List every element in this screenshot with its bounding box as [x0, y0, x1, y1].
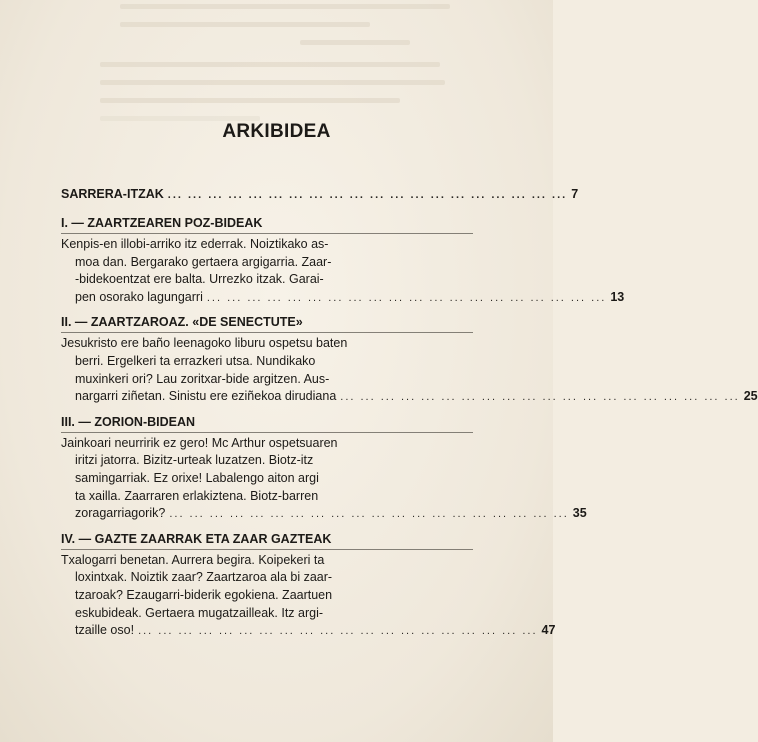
summary-line: Kenpis-en illobi-arriko itz ederrak. Noiztikako as- — [61, 237, 329, 251]
table-of-contents — [61, 186, 758, 641]
summary-last-line — [61, 388, 758, 407]
summary-line: moa dan. Bergarako gertaera argigarria. Zaar- — [75, 254, 332, 269]
page-number: 7 — [571, 187, 579, 201]
toc-section — [61, 314, 758, 406]
summary-last-line — [61, 622, 556, 641]
summary-line: Txalogarri benetan. Aurrera begira. Koipekeri ta — [61, 552, 325, 567]
dot-leader: ... ... ... ... ... ... ... ... ... ... ... ... ... ... ... ... ... ... ... ... — [138, 625, 538, 638]
summary-line: loxintxak. Noiztik zaar? Zaartzaroa ala bi zaar- — [75, 570, 333, 585]
summary-line: -bidekoentzat ere balta. Urrezko itzak. Garai- — [75, 272, 324, 287]
page-number: 35 — [572, 506, 587, 521]
toc-section — [61, 414, 587, 524]
summary-line: samingarriak. Ez orixe! Labalengo aiton argi — [75, 470, 319, 485]
page-number: 25 — [743, 389, 758, 404]
divider — [61, 233, 473, 234]
dot-leader: ... ... ... ... ... ... ... ... ... ... ... ... ... ... ... ... ... ... ... ... — [340, 391, 740, 404]
summary-line: zoragarriagorik? — [75, 506, 166, 521]
section-heading: III. — ZORION-BIDEAN — [61, 414, 196, 429]
toc-section — [61, 531, 556, 641]
summary-line: pen osorako lagungarri — [75, 289, 203, 304]
dot-leader: ... ... ... ... ... ... ... ... ... ... ... ... ... ... ... ... ... ... ... ... — [167, 189, 568, 201]
summary-line: ta xailla. Zaarraren erlakiztena. Biotz-barren — [75, 488, 319, 503]
toc-section — [61, 215, 625, 307]
section-heading: I. — ZAARTZEAREN POZ-BIDEAK — [61, 216, 263, 230]
divider — [61, 332, 473, 333]
summary-last-line — [61, 505, 587, 524]
summary-line: tzaroak? Ezaugarri-biderik egokiena. Zaartuen — [75, 587, 333, 602]
summary-line: tzaille oso! — [75, 623, 135, 638]
dot-leader: ... ... ... ... ... ... ... ... ... ... ... ... ... ... ... ... ... ... ... ... — [206, 291, 607, 304]
toc-entry-intro — [61, 186, 579, 204]
summary-line: eskubideak. Gertaera mugatzailleak. Itz argi- — [75, 605, 324, 620]
page-number: 47 — [541, 623, 556, 638]
divider — [61, 549, 473, 550]
toc-entry-label: SARRERA-ITZAK — [61, 187, 164, 201]
summary-line: Jesukristo ere baño leenagoko liburu ospetsu baten — [61, 336, 348, 351]
summary-line: berri. Ergelkeri ta errazkeri utsa. Nundikako — [75, 353, 316, 368]
page-title: ARKIBIDEA — [222, 121, 331, 142]
divider — [61, 432, 473, 433]
summary-line: iritzi jatorra. Bizitz-urteak luzatzen. Biotz-itz — [75, 453, 314, 468]
summary-last-line — [61, 289, 625, 308]
page-number: 13 — [610, 289, 625, 304]
summary-line: muxinkeri ori? Lau zoritxar-bide argitzen. Aus- — [75, 371, 330, 386]
section-heading: II. — ZAARTZAROAZ. «DE SENECTUTE» — [61, 315, 303, 330]
dot-leader: ... ... ... ... ... ... ... ... ... ... ... ... ... ... ... ... ... ... ... ... — [169, 508, 569, 521]
summary-line: Jainkoari neurririk ez gero! Mc Arthur ospetsuaren — [61, 435, 338, 450]
summary-line: nargarri ziñetan. Sinistu ere eziñekoa dirudiana — [75, 389, 337, 404]
section-heading: IV. — GAZTE ZAARRAK ETA ZAAR GAZTEAK — [61, 531, 332, 546]
